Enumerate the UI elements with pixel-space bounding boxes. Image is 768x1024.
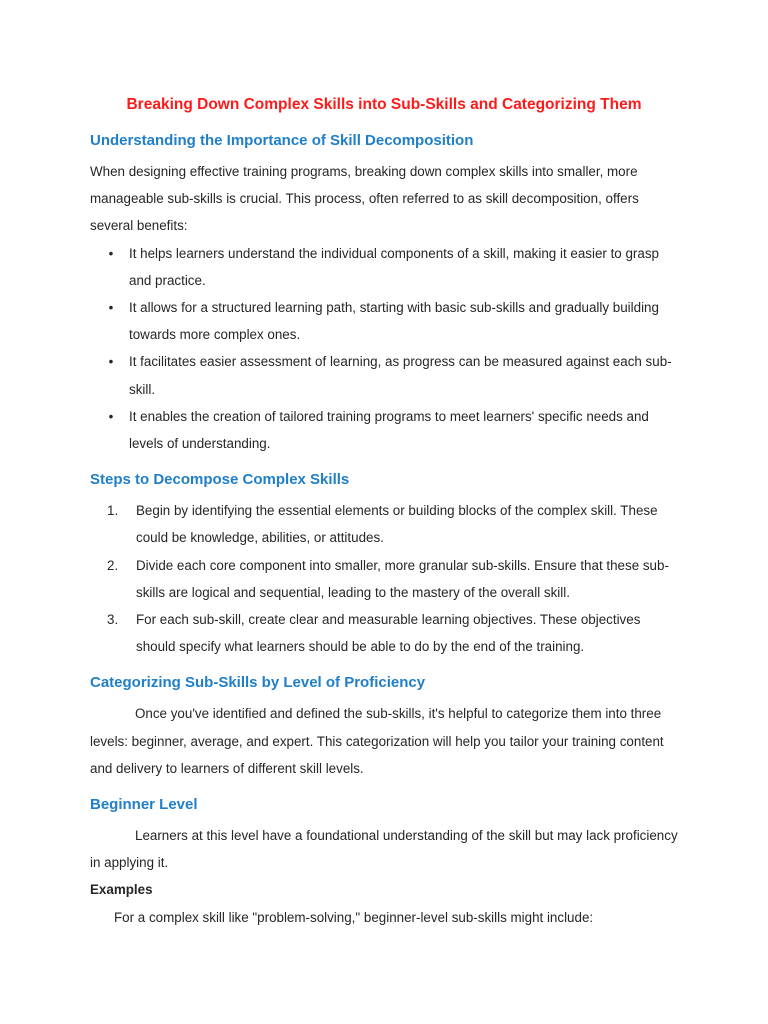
benefits-bullet-list [90, 240, 678, 458]
beginner-paragraph: Learners at this level have a foundational understanding of the skill but may lack proficiency in applying it. [90, 828, 678, 871]
bullet-icon: • [108, 354, 114, 370]
list-item-text: Divide each core component into smaller, more granular sub-skills. Ensure that these sub-skills are logical and sequential, leading to the mastery of the overall skill. [136, 557, 669, 600]
document-title: Breaking Down Complex Skills into Sub-Skills and Categorizing Them [126, 96, 642, 113]
list-item [90, 497, 678, 551]
examples-label: Examples [90, 882, 153, 898]
bullet-icon: • [108, 245, 114, 261]
steps-numbered-list [90, 497, 678, 660]
list-item-text: It facilitates easier assessment of learning, as progress can be measured against each sub-skill. [129, 354, 672, 397]
step-number: 1. [107, 503, 119, 519]
section-heading-beginner-level: Beginner Level [90, 796, 198, 814]
list-item [90, 403, 678, 457]
list-item [90, 348, 678, 402]
list-item [90, 240, 678, 294]
list-item [90, 294, 678, 348]
list-item-text: For each sub-skill, create clear and measurable learning objectives. These objectives should specify what learners should be able to do by the end of the training. [136, 612, 641, 655]
section-heading-categorizing: Categorizing Sub-Skills by Level of Proficiency [90, 674, 426, 692]
list-item-text: Begin by identifying the essential elements or building blocks of the complex skill. These could be knowledge, abilities, or attitudes. [136, 503, 658, 546]
list-item-text: It helps learners understand the individual components of a skill, making it easier to grasp and practice. [129, 245, 659, 288]
step-number: 2. [107, 557, 119, 573]
list-item [90, 606, 678, 660]
section-heading-decompose-steps: Steps to Decompose Complex Skills [90, 471, 350, 489]
bullet-icon: • [108, 300, 114, 316]
bullet-icon: • [108, 408, 114, 424]
section-intro-paragraph: When designing effective training programs, breaking down complex skills into smaller, more manageable sub-skills is crucial. This process, often referred to as skill decomposition, offers several benefits: [90, 164, 639, 234]
step-number: 3. [107, 612, 119, 628]
list-item-text: It allows for a structured learning path, starting with basic sub-skills and gradually building towards more complex ones. [129, 300, 659, 343]
list-item [90, 552, 678, 606]
categorizing-paragraph: Once you've identified and defined the sub-skills, it's helpful to categorize them into three levels: beginner, average, and expert. This categorization will help you tailor your training content and delivery to learners of different skill levels. [90, 706, 664, 776]
examples-intro: For a complex skill like "problem-solving," beginner-level sub-skills might include: [114, 909, 594, 925]
list-item-text: It enables the creation of tailored training programs to meet learners' specific needs and levels of understanding. [129, 408, 649, 452]
section-heading-skill-decomposition: Understanding the Importance of Skill Decomposition [90, 132, 474, 149]
